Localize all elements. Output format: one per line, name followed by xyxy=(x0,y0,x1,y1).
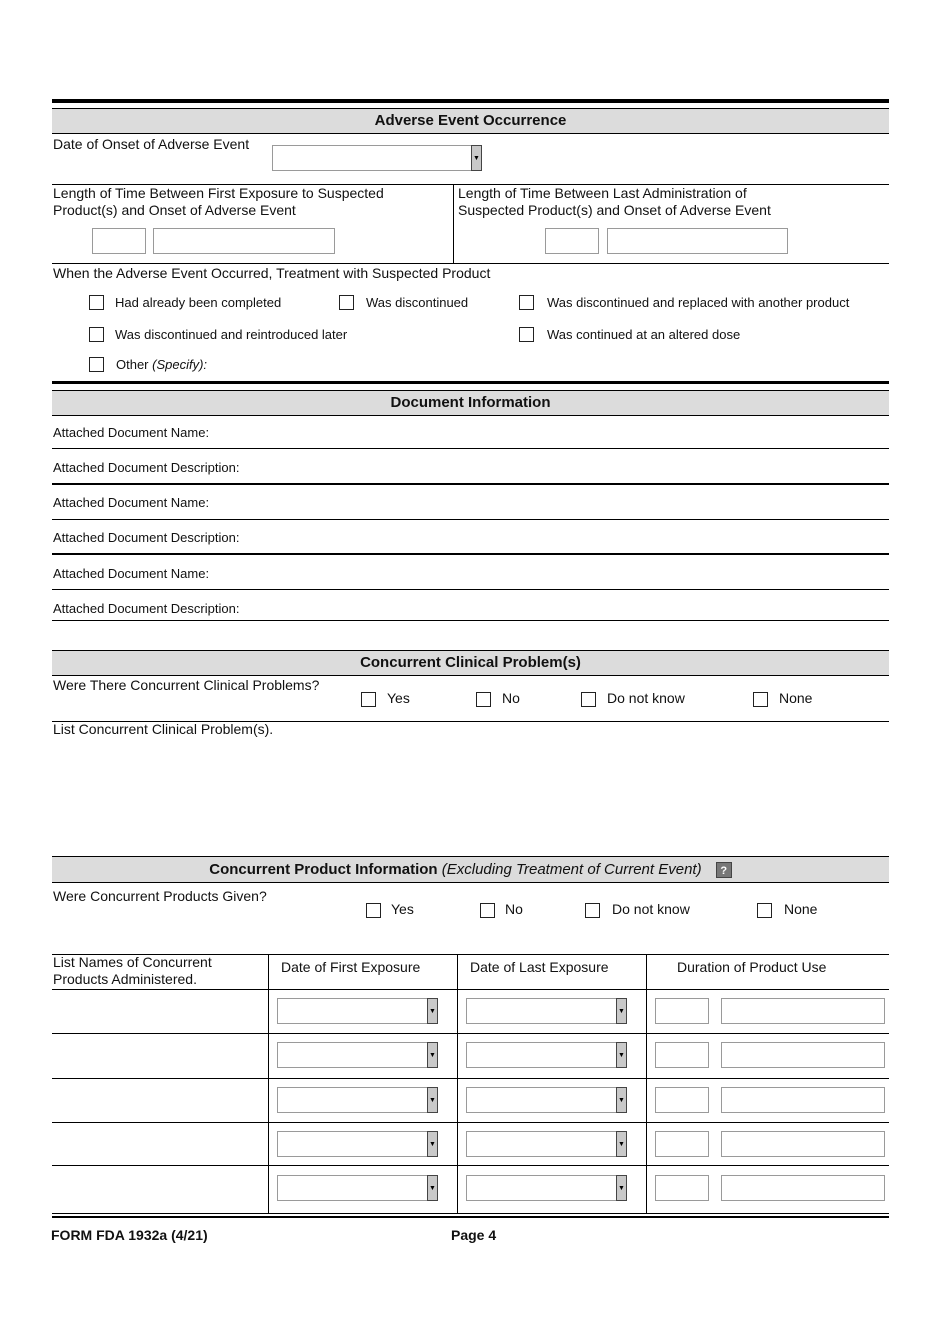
product-name-cell[interactable] xyxy=(52,1123,267,1165)
first-exposure-arrow-icon[interactable]: ▼ xyxy=(427,1042,438,1068)
first-exposure-dropdown[interactable] xyxy=(277,1131,428,1157)
duration-unit-input[interactable] xyxy=(721,1175,885,1201)
clinical-list-label: List Concurrent Clinical Problem(s). xyxy=(53,721,274,737)
divider xyxy=(52,553,889,555)
page-number: Page 4 xyxy=(451,1227,497,1243)
discontinued-checkbox[interactable] xyxy=(339,295,354,310)
doc-name-label-2: Attached Document Name: xyxy=(53,495,210,510)
clinical-none-checkbox[interactable] xyxy=(753,692,768,707)
col-names-header-1: List Names of Concurrent xyxy=(53,954,212,970)
clinical-yes-checkbox[interactable] xyxy=(361,692,376,707)
first-exposure-label-1: Length of Time Between First Exposure to Suspected xyxy=(53,185,384,201)
bottom-rule xyxy=(52,1213,889,1214)
divider xyxy=(52,519,889,520)
other-label xyxy=(116,356,207,373)
products-header xyxy=(52,856,889,883)
col-first-exposure-header: Date of First Exposure xyxy=(281,959,421,975)
clinical-no-checkbox[interactable] xyxy=(476,692,491,707)
clinical-question: Were There Concurrent Clinical Problems? xyxy=(53,677,320,693)
last-admin-label-2: Suspected Product(s) and Onset of Adverse Event xyxy=(458,202,771,218)
table-col-divider xyxy=(457,954,458,1214)
other-text: Other xyxy=(116,357,149,372)
onset-dropdown-arrow-icon[interactable]: ▼ xyxy=(471,145,482,171)
completed-label: Had already been completed xyxy=(115,295,282,310)
clinical-list-textarea[interactable] xyxy=(52,740,889,852)
reintroduced-checkbox[interactable] xyxy=(89,327,104,342)
last-exposure-arrow-icon[interactable]: ▼ xyxy=(616,998,627,1024)
product-name-cell[interactable] xyxy=(52,1079,267,1122)
clinical-problems-header: Concurrent Clinical Problem(s) xyxy=(52,650,889,676)
first-exposure-number-input[interactable] xyxy=(92,228,146,254)
products-yes-checkbox[interactable] xyxy=(366,903,381,918)
products-dont-know-checkbox[interactable] xyxy=(585,903,600,918)
reintroduced-label: Was discontinued and reintroduced later xyxy=(115,327,348,342)
last-exposure-arrow-icon[interactable]: ▼ xyxy=(616,1175,627,1201)
other-checkbox[interactable] xyxy=(89,357,104,372)
last-exposure-dropdown[interactable] xyxy=(466,1175,617,1201)
onset-date-dropdown[interactable] xyxy=(272,145,472,171)
products-subtitle: (Excluding Treatment of Current Event) xyxy=(441,861,702,878)
duration-unit-input[interactable] xyxy=(721,998,885,1024)
last-exposure-dropdown[interactable] xyxy=(466,1042,617,1068)
clinical-no-label: No xyxy=(502,690,520,706)
last-exposure-dropdown[interactable] xyxy=(466,1131,617,1157)
products-yes-label: Yes xyxy=(391,901,414,917)
treatment-label: When the Adverse Event Occurred, Treatment with Suspected Product xyxy=(53,265,491,281)
products-none-checkbox[interactable] xyxy=(757,903,772,918)
duration-number-input[interactable] xyxy=(655,1042,709,1068)
section-rule xyxy=(52,381,889,384)
last-exposure-arrow-icon[interactable]: ▼ xyxy=(616,1131,627,1157)
last-exposure-arrow-icon[interactable]: ▼ xyxy=(616,1087,627,1113)
clinical-dont-know-checkbox[interactable] xyxy=(581,692,596,707)
altered-dose-checkbox[interactable] xyxy=(519,327,534,342)
divider xyxy=(52,483,889,485)
divider xyxy=(52,448,889,449)
duration-number-input[interactable] xyxy=(655,1175,709,1201)
products-no-label: No xyxy=(505,901,523,917)
other-specify-text: (Specify): xyxy=(152,357,208,372)
clinical-yes-label: Yes xyxy=(387,690,410,706)
last-admin-number-input[interactable] xyxy=(545,228,599,254)
clinical-dont-know-label: Do not know xyxy=(607,690,685,706)
altered-dose-label: Was continued at an altered dose xyxy=(547,327,741,342)
product-name-cell[interactable] xyxy=(52,1166,267,1212)
duration-unit-input[interactable] xyxy=(721,1131,885,1157)
last-exposure-dropdown[interactable] xyxy=(466,998,617,1024)
first-exposure-dropdown[interactable] xyxy=(277,1042,428,1068)
products-no-checkbox[interactable] xyxy=(480,903,495,918)
col-last-exposure-header: Date of Last Exposure xyxy=(470,959,609,975)
adverse-event-header: Adverse Event Occurrence xyxy=(52,108,889,134)
table-col-divider xyxy=(646,954,647,1214)
last-exposure-dropdown[interactable] xyxy=(466,1087,617,1113)
completed-checkbox[interactable] xyxy=(89,295,104,310)
top-rule xyxy=(52,99,889,103)
table-col-divider xyxy=(268,954,269,1214)
products-none-label: None xyxy=(784,901,818,917)
products-question: Were Concurrent Products Given? xyxy=(53,888,267,904)
first-exposure-dropdown[interactable] xyxy=(277,1087,428,1113)
first-exposure-label-2: Product(s) and Onset of Adverse Event xyxy=(53,202,296,218)
onset-label: Date of Onset of Adverse Event xyxy=(53,136,250,152)
last-exposure-arrow-icon[interactable]: ▼ xyxy=(616,1042,627,1068)
clinical-none-label: None xyxy=(779,690,813,706)
discontinued-label: Was discontinued xyxy=(366,295,469,310)
first-exposure-dropdown[interactable] xyxy=(277,998,428,1024)
product-name-cell[interactable] xyxy=(52,990,267,1033)
products-dont-know-label: Do not know xyxy=(612,901,690,917)
bottom-rule xyxy=(52,1216,889,1218)
divider xyxy=(52,263,889,264)
duration-number-input[interactable] xyxy=(655,998,709,1024)
document-info-header: Document Information xyxy=(52,390,889,416)
product-name-cell[interactable] xyxy=(52,1034,267,1077)
divider xyxy=(52,589,889,590)
first-exposure-unit-input[interactable] xyxy=(153,228,335,254)
first-exposure-arrow-icon[interactable]: ▼ xyxy=(427,998,438,1024)
replaced-label: Was discontinued and replaced with another product xyxy=(547,295,850,310)
last-admin-unit-input[interactable] xyxy=(607,228,788,254)
help-icon[interactable]: ? xyxy=(716,862,732,878)
column-divider xyxy=(453,184,454,264)
doc-name-label-3: Attached Document Name: xyxy=(53,566,210,581)
duration-number-input[interactable] xyxy=(655,1087,709,1113)
first-exposure-arrow-icon[interactable]: ▼ xyxy=(427,1131,438,1157)
doc-desc-label-1: Attached Document Description: xyxy=(53,460,240,475)
duration-number-input[interactable] xyxy=(655,1131,709,1157)
doc-desc-label-2: Attached Document Description: xyxy=(53,530,240,545)
divider xyxy=(52,620,889,621)
first-exposure-arrow-icon[interactable]: ▼ xyxy=(427,1087,438,1113)
duration-unit-input[interactable] xyxy=(721,1042,885,1068)
col-names-header-2: Products Administered. xyxy=(53,971,197,987)
products-title: Concurrent Product Information xyxy=(209,861,438,878)
col-duration-header: Duration of Product Use xyxy=(677,959,827,975)
first-exposure-dropdown[interactable] xyxy=(277,1175,428,1201)
duration-unit-input[interactable] xyxy=(721,1087,885,1113)
replaced-checkbox[interactable] xyxy=(519,295,534,310)
last-admin-label-1: Length of Time Between Last Administration of xyxy=(458,185,747,201)
form-id: FORM FDA 1932a (4/21) xyxy=(51,1227,208,1243)
doc-name-label-1: Attached Document Name: xyxy=(53,425,210,440)
doc-desc-label-3: Attached Document Description: xyxy=(53,601,240,616)
first-exposure-arrow-icon[interactable]: ▼ xyxy=(427,1175,438,1201)
